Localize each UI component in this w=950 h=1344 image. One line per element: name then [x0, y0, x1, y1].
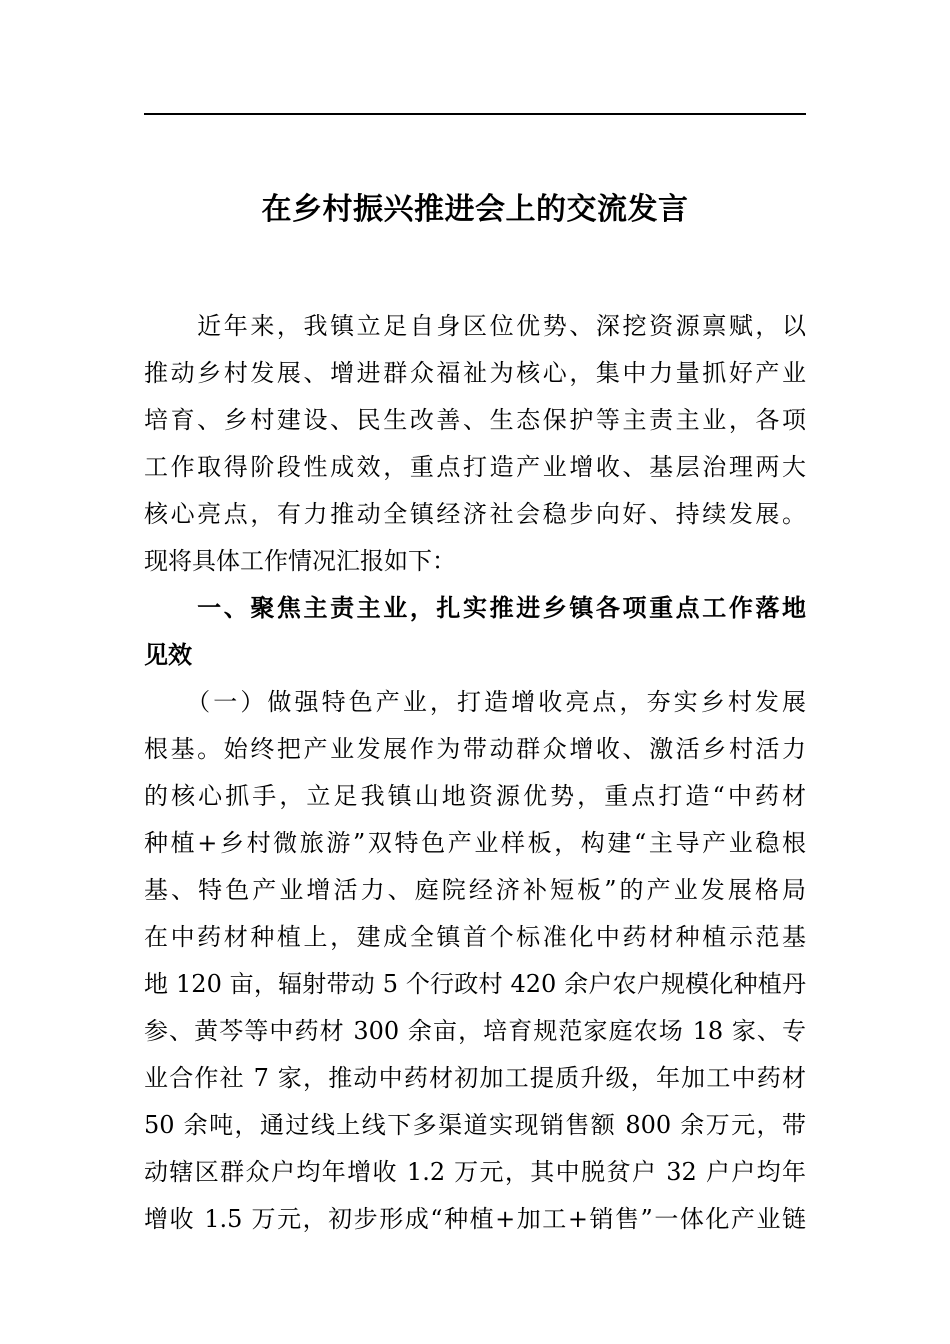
body-line: 根基。始终把产业发展作为带动群众增收、激活乡村活力	[144, 735, 806, 763]
body-line: 推动乡村发展、增进群众福祉为核心，集中力量抓好产业	[144, 359, 806, 387]
body-line: 现将具体工作情况汇报如下：	[144, 547, 456, 575]
body-line: 地 120 亩，辐射带动 5 个行政村 420 余户农户规模化种植丹	[144, 970, 806, 998]
section-heading-line: 见效	[144, 641, 192, 669]
body-line: 50 余吨，通过线上线下多渠道实现销售额 800 余万元，带	[144, 1111, 806, 1139]
body-line: 基、特色产业增活力、庭院经济补短板”的产业发展格局	[144, 876, 806, 904]
body-line: 增收 1.5 万元，初步形成“种植+加工+销售”一体化产业链	[144, 1205, 806, 1233]
section-heading-line: 一、聚焦主责主业，扎实推进乡镇各项重点工作落地	[144, 594, 806, 622]
body-line: 培育、乡村建设、民生改善、生态保护等主责主业，各项	[144, 406, 806, 434]
body-line: 动辖区群众户均年增收 1.2 万元，其中脱贫户 32 户户均年	[144, 1158, 806, 1186]
document-title: 在乡村振兴推进会上的交流发言	[261, 192, 689, 227]
top-rule-divider	[144, 113, 806, 115]
body-line: 业合作社 7 家，推动中药材初加工提质升级，年加工中药材	[144, 1064, 806, 1092]
body-line: 工作取得阶段性成效，重点打造产业增收、基层治理两大	[144, 453, 806, 481]
body-line: （一）做强特色产业，打造增收亮点，夯实乡村发展	[144, 688, 806, 716]
body-line: 近年来，我镇立足自身区位优势、深挖资源禀赋，以	[144, 312, 806, 340]
body-line: 参、黄芩等中药材 300 余亩，培育规范家庭农场 18 家、专	[144, 1017, 806, 1045]
body-line: 核心亮点，有力推动全镇经济社会稳步向好、持续发展。	[144, 500, 806, 528]
body-line: 的核心抓手，立足我镇山地资源优势，重点打造“中药材	[144, 782, 806, 810]
body-line: 在中药材种植上，建成全镇首个标准化中药材种植示范基	[144, 923, 806, 951]
body-line: 种植+乡村微旅游”双特色产业样板，构建“主导产业稳根	[144, 829, 806, 857]
document-body	[144, 303, 806, 1243]
